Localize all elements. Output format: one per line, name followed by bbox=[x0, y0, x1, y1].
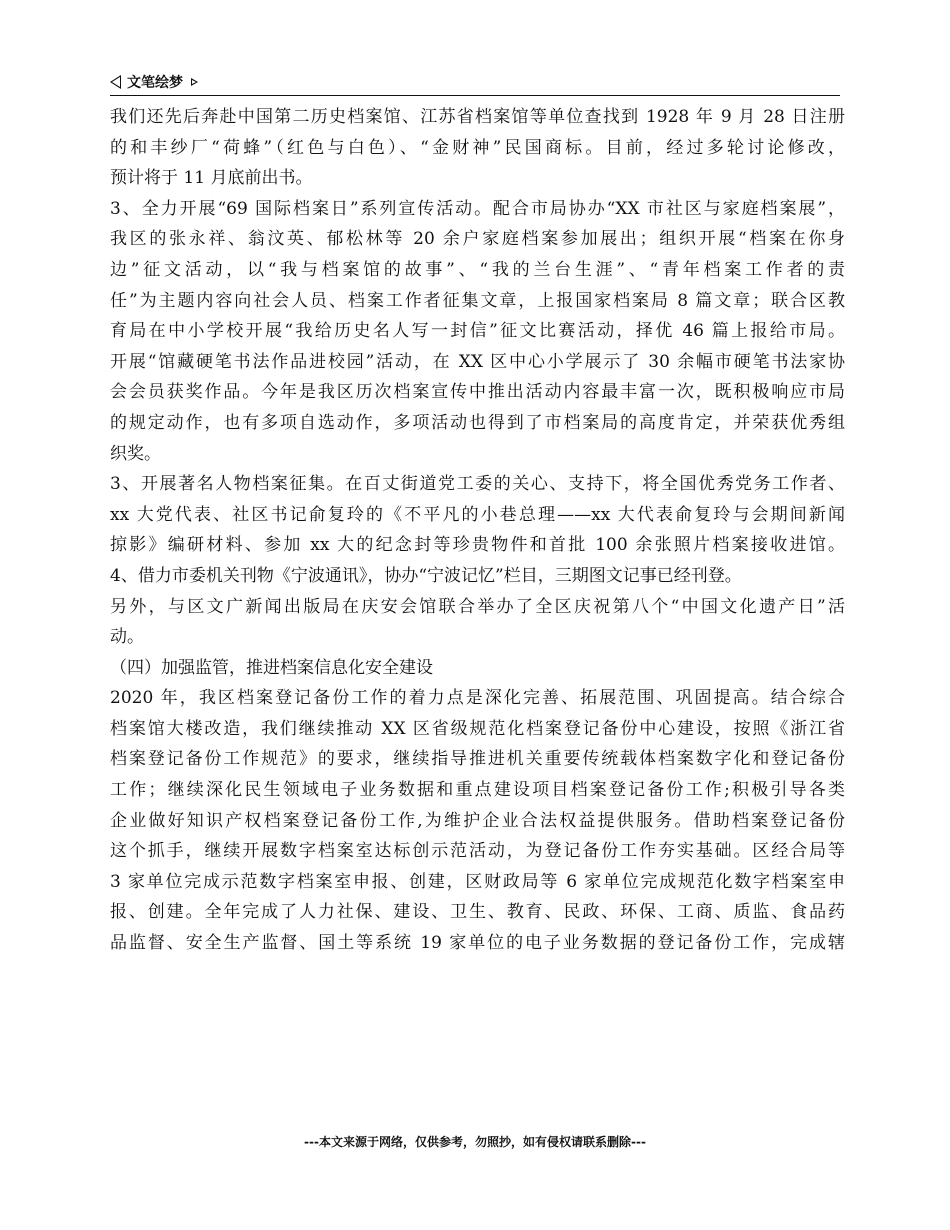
body-line: 的规定动作，也有多项自选动作，多项活动也得到了市档案局的高度肯定，并荣获优秀组 bbox=[110, 412, 845, 433]
page-header bbox=[110, 70, 840, 94]
section-heading: （四）加强监管，推进档案信息化安全建设 bbox=[110, 657, 433, 678]
body-line: 任”为主题内容向社会人员、档案工作者征集文章，上报国家档案局 8 篇文章；联合区教 bbox=[110, 290, 845, 311]
body-line: 3、全力开展“69 国际档案日”系列宣传活动。配合市局协办“XX 市社区与家庭档案展”， bbox=[110, 198, 845, 219]
body-line: 开展“馆藏硬笔书法作品进校园”活动，在 XX 区中心小学展示了 30 余幅市硬笔书法家协 bbox=[110, 351, 845, 372]
body-line: 档案馆大楼改造，我们继续推动 XX 区省级规范化档案登记备份中心建设，按照《浙江省 bbox=[110, 718, 845, 739]
body-line: 报、创建。全年完成了人力社保、建设、卫生、教育、民政、环保、工商、质监、食品药 bbox=[110, 902, 845, 923]
body-line: 织奖。 bbox=[110, 443, 161, 464]
body-line: 另外，与区文广新闻出版局在庆安会馆联合举办了全区庆祝第八个“中国文化遗产日”活 bbox=[110, 596, 845, 617]
body-line: 的和丰纱厂“荷蜂”（红色与白色）、“金财神”民国商标。目前，经过多轮讨论修改， bbox=[110, 137, 845, 158]
body-line: 我区的张永祥、翁汶英、郁松林等 20 余户家庭档案参加展出；组织开展“档案在你身 bbox=[110, 229, 845, 250]
document-body bbox=[110, 102, 845, 959]
body-line: 这个抓手，继续开展数字档案室达标创示范活动，为登记备份工作夯实基础。区经合局等 bbox=[110, 841, 845, 862]
left-triangle-icon bbox=[110, 75, 121, 89]
body-line: 掠影》编研材料、参加 xx 大的纪念封等珍贵物件和首批 100 余张照片档案接收进馆。 bbox=[110, 535, 845, 556]
body-line: 2020 年，我区档案登记备份工作的着力点是深化完善、拓展范围、巩固提高。结合综合 bbox=[110, 688, 845, 709]
header-title: 文笔绘梦 bbox=[127, 75, 183, 91]
footer-disclaimer: ---本文来源于网络，仅供参考，勿照抄，如有侵权请联系删除--- bbox=[304, 1135, 646, 1149]
body-line: 动。 bbox=[110, 627, 144, 648]
body-line: 会会员获奖作品。今年是我区历次档案宣传中推出活动内容最丰富一次，既积极响应市局 bbox=[110, 382, 845, 403]
body-line: 企业做好知识产权档案登记备份工作,为维护企业合法权益提供服务。借助档案登记备份 bbox=[110, 810, 845, 831]
body-line: 3、开展著名人物档案征集。在百丈街道党工委的关心、支持下，将全国优秀党务工作者、 bbox=[110, 474, 845, 495]
body-line: 我们还先后奔赴中国第二历史档案馆、江苏省档案馆等单位查找到 1928 年 9 月 28 日注册 bbox=[110, 107, 845, 127]
right-triangle-icon bbox=[191, 78, 198, 86]
body-line: 档案登记备份工作规范》的要求，继续指导推进机关重要传统载体档案数字化和登记备份 bbox=[110, 749, 845, 770]
body-line: 育局在中小学校开展“我给历史名人写一封信”征文比赛活动，择优 46 篇上报给市局。 bbox=[110, 321, 845, 342]
body-line: 4、借力市委机关刊物《宁波通讯》，协办“宁波记忆”栏目，三期图文记事已经刊登。 bbox=[110, 565, 742, 586]
body-line: 边”征文活动，以“我与档案馆的故事”、“我的兰台生涯”、“青年档案工作者的责 bbox=[110, 259, 845, 280]
body-line: 预计将于 11 月底前出书。 bbox=[110, 168, 313, 189]
body-line: 3 家单位完成示范数字档案室申报、创建，区财政局等 6 家单位完成规范化数字档案室申 bbox=[110, 871, 845, 892]
body-line: 品监督、安全生产监督、国土等系统 19 家单位的电子业务数据的登记备份工作，完成辖 bbox=[110, 933, 845, 954]
body-line: 工作；继续深化民生领域电子业务数据和重点建设项目档案登记备份工作;积极引导各类 bbox=[110, 780, 845, 801]
body-line: xx 大党代表、社区书记俞复玲的《不平凡的小巷总理——xx 大代表俞复玲与会期间新闻 bbox=[110, 504, 845, 525]
header-divider bbox=[110, 95, 840, 96]
